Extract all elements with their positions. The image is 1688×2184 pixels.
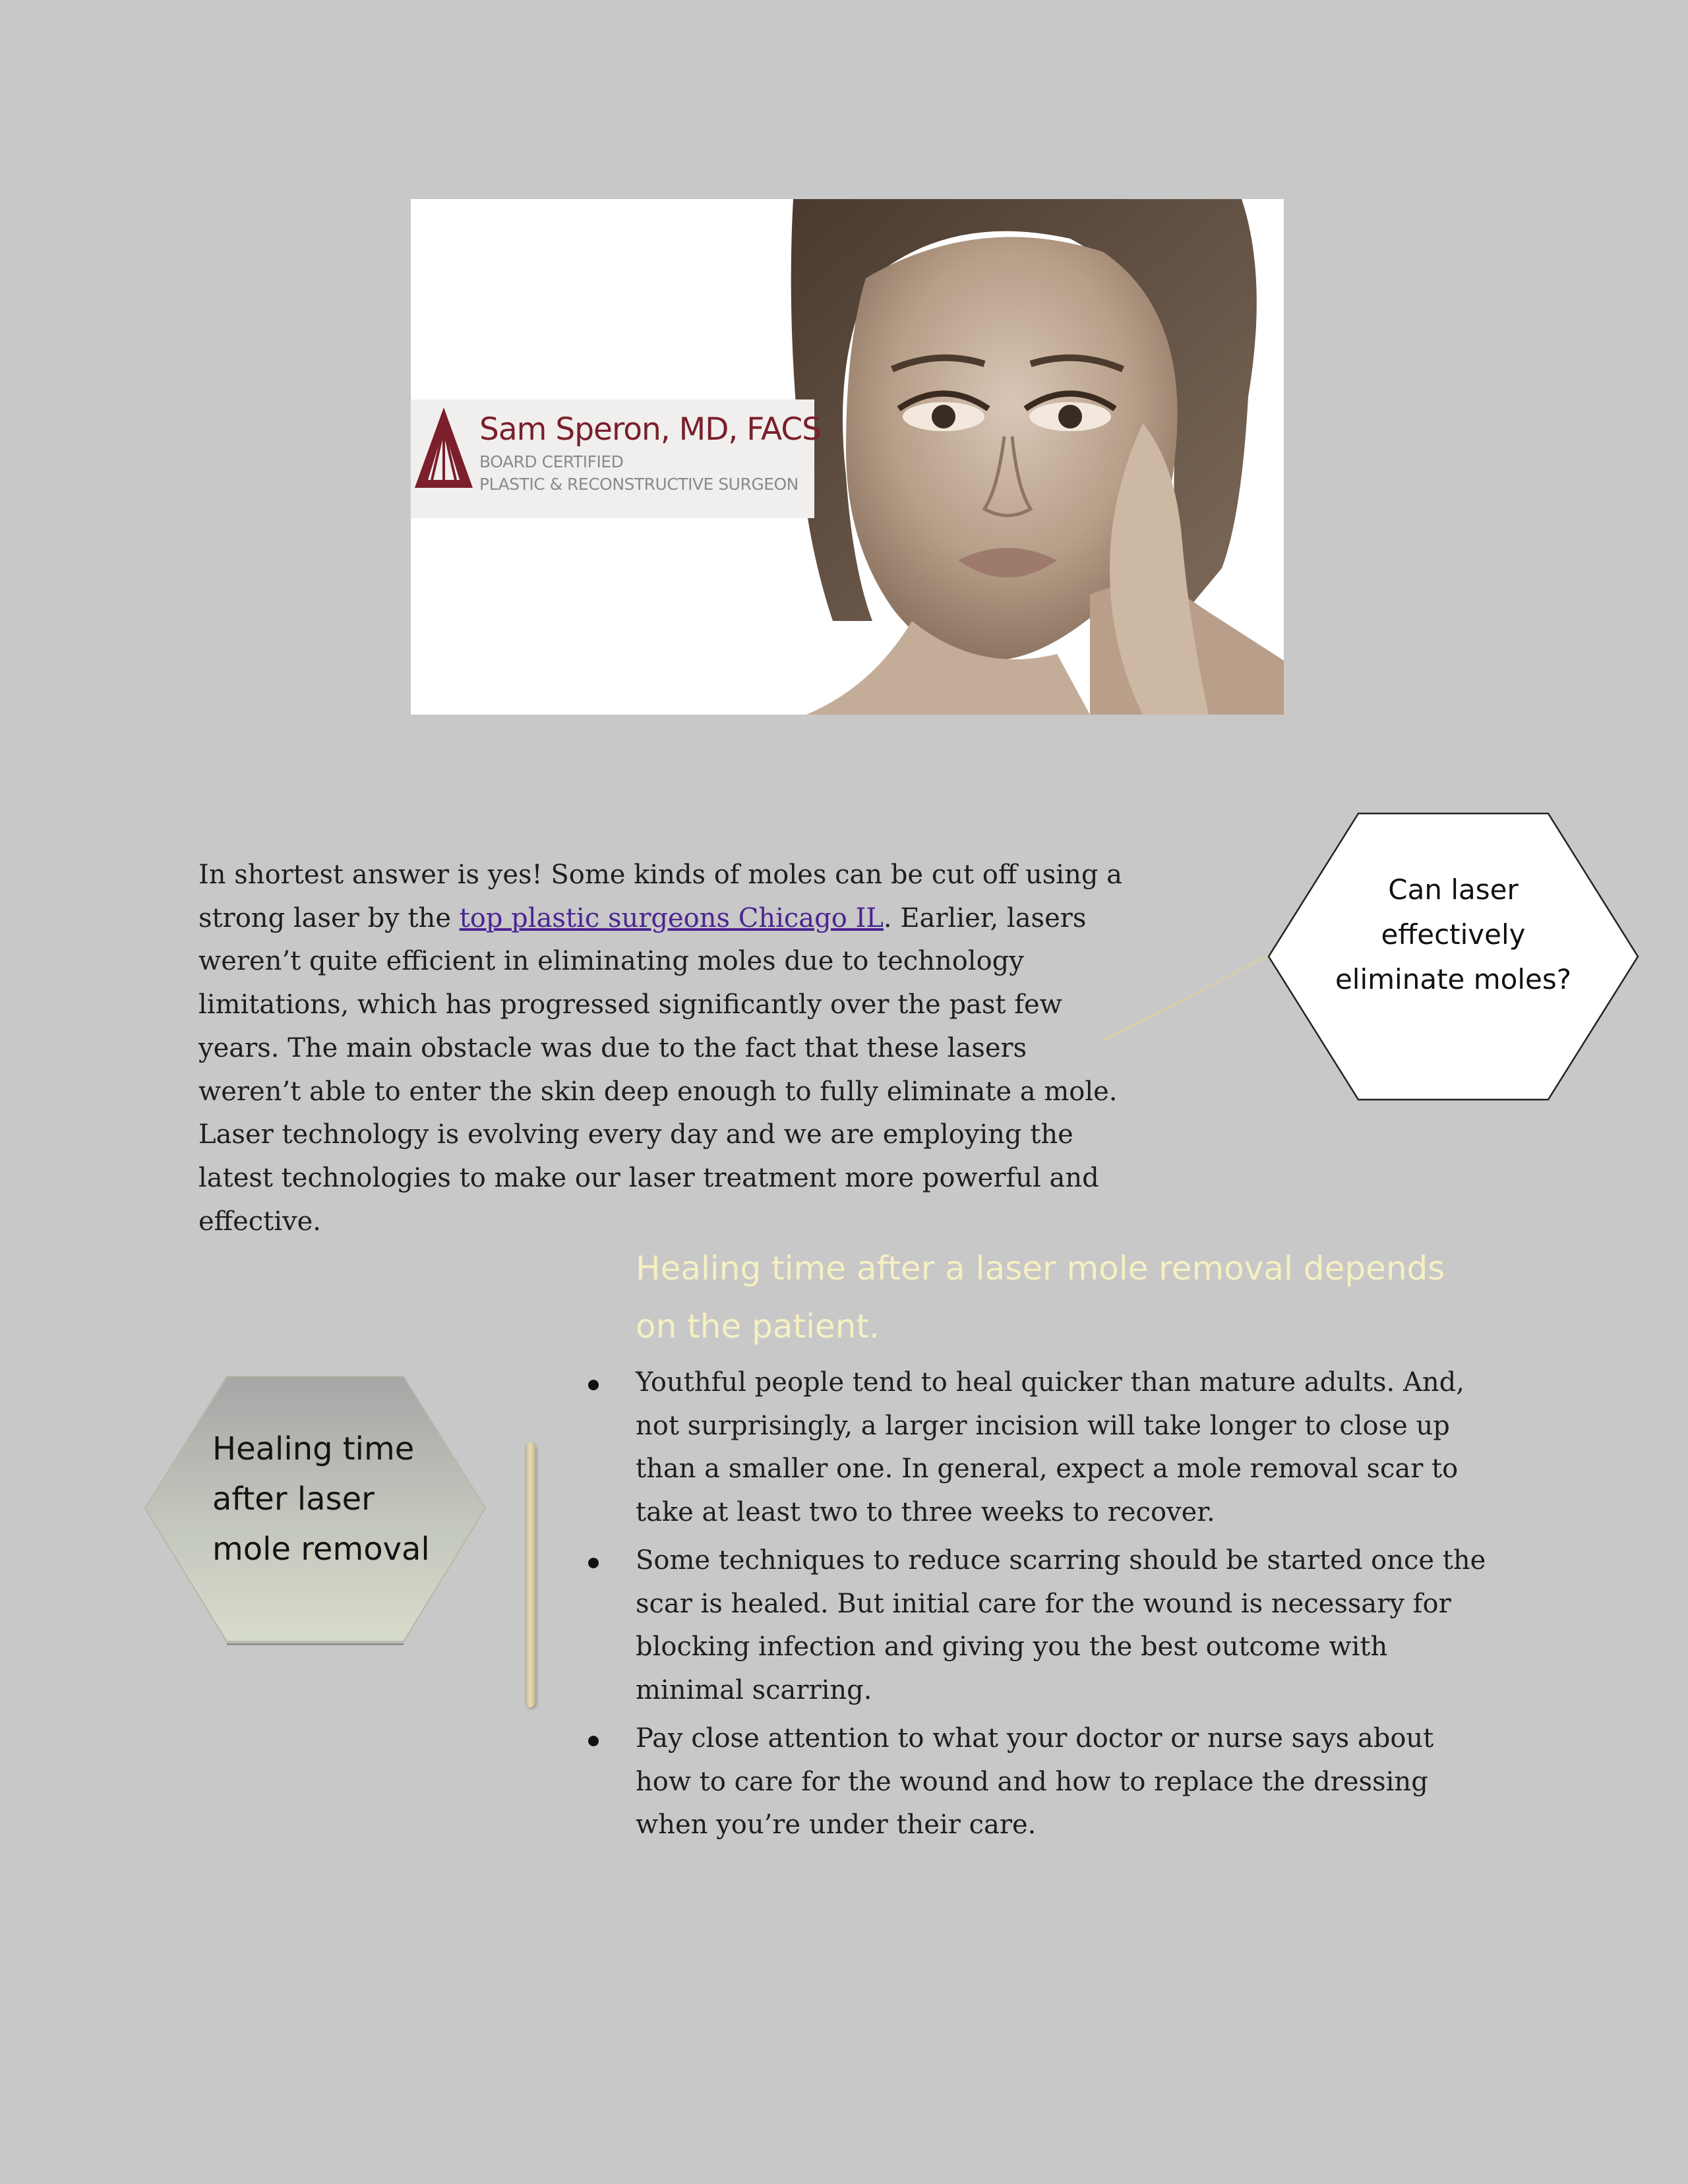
logo-name: Sam Speron, MD, FACS — [479, 411, 821, 448]
intro-paragraph — [198, 854, 1128, 1243]
question-hexagon — [1267, 812, 1639, 1101]
list-item — [636, 1539, 1486, 1712]
list-item — [636, 1361, 1486, 1534]
bullet-text: Pay close attention to what your doctor or nurse says about how to care for the wound and how to replace the dressing when you’re under their care. — [636, 1723, 1434, 1840]
healing-label: Healing time after laser mole removal — [212, 1431, 430, 1568]
bullet-icon — [588, 1558, 599, 1568]
surgeons-link[interactable]: top plastic surgeons Chicago IL — [459, 902, 884, 933]
section-heading: Healing time after a laser mole removal depends on the patient. — [636, 1249, 1445, 1345]
intro-text-end: . Earlier, lasers weren’t quite efficient in eliminating moles due to technology limitations, which has progressed significantly over the past few years. The main obstacle was due to the fact that these lasers weren’t able to enter the skin deep enough to fully eliminate a mole. Laser technology is evolving every day and we are employing the latest technologies to make our laser treatment more powerful and effective. — [198, 902, 1118, 1237]
question-text: Can laser effectively eliminate moles? — [1335, 873, 1572, 995]
logo-subtitle-2: PLASTIC & RECONSTRUCTIVE SURGEON — [479, 475, 799, 494]
bullet-icon — [588, 1736, 599, 1746]
logo-subtitle-1: BOARD CERTIFIED — [479, 452, 624, 471]
list-item — [636, 1717, 1486, 1847]
surgeon-logo — [411, 399, 821, 518]
healing-hexagon — [142, 1372, 488, 1648]
intro-text-start: In shortest answer is yes! Some kinds of moles can be cut off using a strong laser by the — [198, 860, 1122, 933]
bullet-text: Some techniques to reduce scarring should be started once the scar is healed. But initial care for the wound is necessary for blocking infection and giving you the best outcome with minimal scarring. — [636, 1545, 1486, 1705]
bullet-icon — [588, 1380, 599, 1390]
hero-banner — [411, 199, 1284, 715]
logo-triangle-icon — [412, 402, 475, 494]
vertical-divider — [525, 1442, 535, 1707]
bullet-text: Youthful people tend to heal quicker than mature adults. And, not surprisingly, a larger incision will take longer to close up than a smaller one. In general, expect a mole removal scar to take at least two to three weeks to recover. — [636, 1367, 1464, 1527]
healing-bullet-list — [636, 1361, 1486, 1852]
